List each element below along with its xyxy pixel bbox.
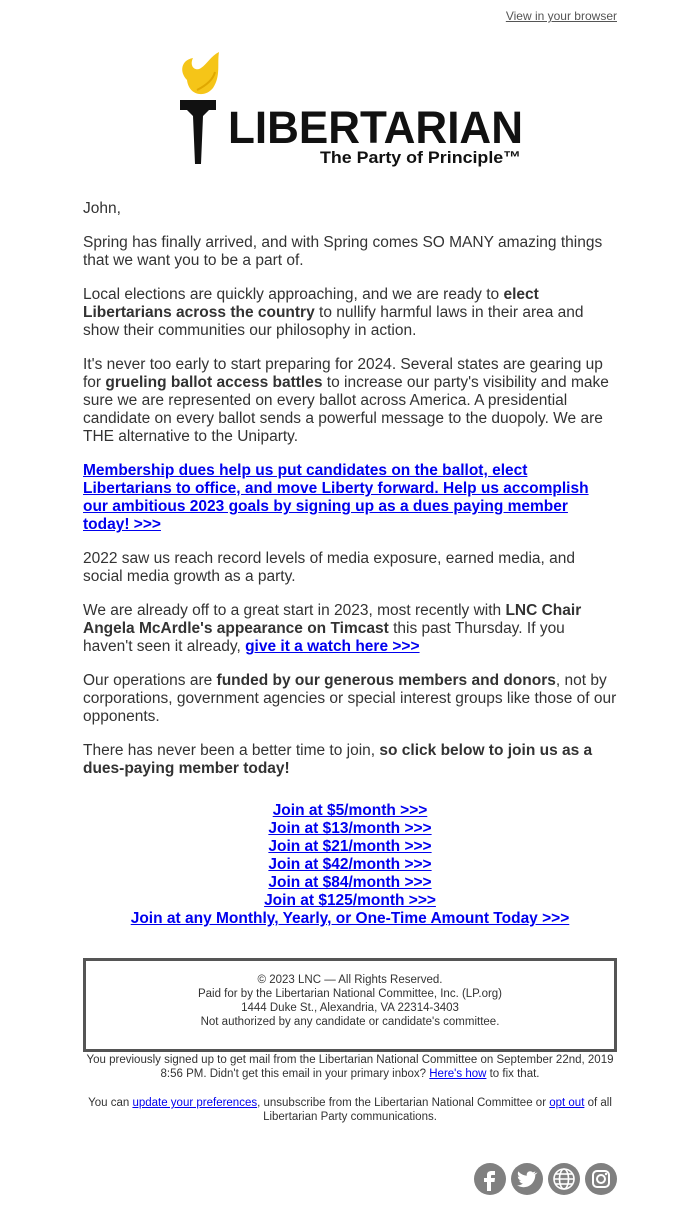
- join-13-link[interactable]: Join at $13/month >>>: [268, 820, 432, 837]
- instagram-icon[interactable]: [585, 1163, 617, 1195]
- join-links: [83, 802, 617, 928]
- update-preferences-link[interactable]: update your preferences: [132, 1097, 258, 1109]
- join-125-link[interactable]: Join at $125/month >>>: [264, 892, 436, 909]
- torch-flame-icon: [182, 52, 219, 94]
- signup-notice: You previously signed up to get mail from the Libertarian National Committee on September 22nd, 2019 8:56 PM. Didn't get this email in your primary inbox? Here's how to fix that.: [86, 1054, 614, 1080]
- join-any-amount-link[interactable]: Join at any Monthly, Yearly, or One-Time Amount Today >>>: [130, 910, 570, 927]
- paragraph: We are already off to a great start in 2023, most recently with LNC Chair Angela McArdle's appearance on Timcast this past Thursday. If you haven't seen it already, give it a watch here >>>: [83, 602, 582, 655]
- paragraph: [83, 462, 617, 534]
- paragraph: Local elections are quickly approaching, and we are ready to elect Libertarians across the country to nullify harmful laws in their area and show their communities our philosophy in action.: [83, 286, 584, 339]
- join-42-link[interactable]: Join at $42/month >>>: [268, 856, 432, 873]
- topbar: [506, 9, 617, 23]
- twitter-icon[interactable]: [511, 1163, 543, 1195]
- facebook-icon[interactable]: [474, 1163, 506, 1195]
- watch-link[interactable]: give it a watch here >>>: [245, 638, 420, 655]
- heres-how-link[interactable]: Here's how: [429, 1068, 487, 1080]
- join-5-link[interactable]: Join at $5/month >>>: [272, 802, 428, 819]
- paragraph: Spring has finally arrived, and with Spring comes SO MANY amazing things that we want you to be a part of.: [83, 234, 603, 269]
- paragraph: 2022 saw us reach record levels of media exposure, earned media, and social media growth as a party.: [83, 550, 575, 585]
- view-in-browser-link[interactable]: View in your browser: [505, 9, 617, 23]
- address: 1444 Duke St., Alexandria, VA 22314-3403: [241, 1002, 459, 1014]
- copyright: © 2023 LNC — All Rights Reserved.: [257, 974, 443, 986]
- opt-out-link[interactable]: opt out: [549, 1097, 585, 1109]
- paragraph: It's never too early to start preparing for 2024. Several states are gearing up for grueling ballot access battles to increase our party's visibility and make sure we are represented on every ballot across America. A presidential candidate on every ballot sends a powerful message to the duopoly. We are THE alternative to the Uniparty.: [83, 356, 609, 445]
- membership-link[interactable]: Membership dues help us put candidates on the ballot, elect Libertarians to office, and move Liberty forward. Help us accomplish our ambitious 2023 goals by signing up as a dues paying member today! >>>: [83, 462, 589, 533]
- join-84-link[interactable]: Join at $84/month >>>: [268, 874, 432, 891]
- logo-wordmark: LIBERTARIAN: [228, 102, 523, 153]
- paid-for: Paid for by the Libertarian National Committee, Inc. (LP.org): [197, 988, 503, 1000]
- logo-tagline: The Party of Principle™: [320, 148, 521, 167]
- greeting: John,: [83, 200, 121, 217]
- libertarian-logo[interactable]: [175, 50, 535, 175]
- paragraph: There has never been a better time to join, so click below to join us as a dues-paying member today!: [83, 742, 593, 777]
- preferences-notice: You can update your preferences, unsubscribe from the Libertarian National Committee or opt out of all Libertarian Party communications.: [88, 1097, 612, 1123]
- website-icon[interactable]: [548, 1163, 580, 1195]
- email-body: [83, 200, 617, 928]
- paragraph: Our operations are funded by our generous members and donors, not by corporations, government agencies or special interest groups like those of our opponents.: [83, 672, 617, 725]
- not-authorized: Not authorized by any candidate or candidate's committee.: [200, 1016, 500, 1028]
- join-21-link[interactable]: Join at $21/month >>>: [268, 838, 432, 855]
- torch-icon: [180, 100, 216, 164]
- social-links: [474, 1163, 617, 1195]
- legal-footer-box: [83, 958, 617, 1052]
